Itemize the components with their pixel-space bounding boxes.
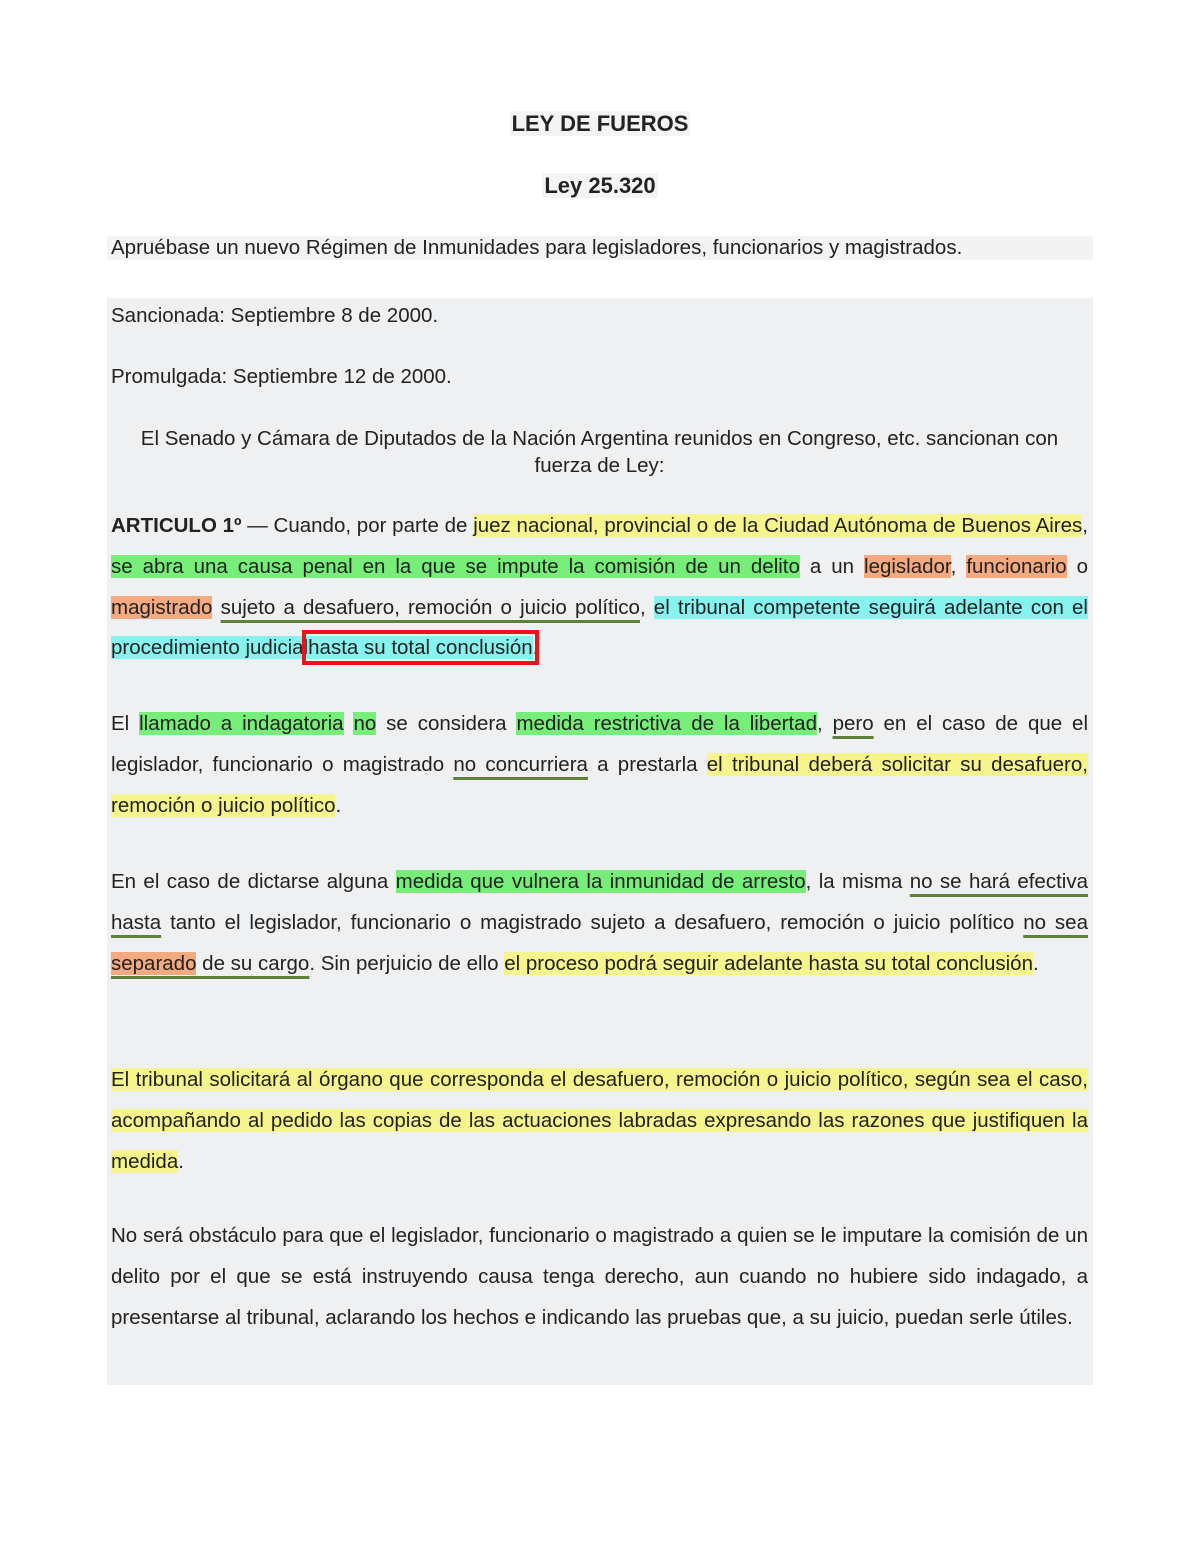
paragraph-obstaculo: No será obstáculo para que el legislador, funcionario o magistrado a quien se le imputare la comisión de un delito por el que se está instruyendo causa tenga derecho, aun cuando no hubiere sido indagado, a presentarse al tribunal, aclarando los hechos e indicando las pruebas que, a su juicio, puedan serle útiles. bbox=[111, 1224, 1088, 1329]
highlight-solicitud: El tribunal solicitará al órgano que corresponda el desafuero, remoción o juicio político, según sea el caso, acompañando al pedido las copias de las actuaciones labradas expresando las razones que justifiquen la medida bbox=[111, 1068, 1088, 1173]
highlight-llamado: llamado a indagatoria bbox=[139, 712, 344, 735]
law-number: Ley 25.320 bbox=[544, 173, 656, 198]
underline-no-concurriera: no concurriera bbox=[453, 752, 588, 776]
highlight-causa: se abra una causa penal en la que se impute la comisión de un delito bbox=[111, 554, 800, 578]
underline-de-su-cargo: de su cargo bbox=[196, 951, 310, 975]
page-title: LEY DE FUEROS bbox=[511, 111, 689, 136]
preamble: El Senado y Cámara de Diputados de la Nación Argentina reunidos en Congreso, etc. sancionan con fuerza de Ley: bbox=[140, 427, 1059, 477]
paragraph-indagatoria: El llamado a indagatoria no se considera medida restrictiva de la libertad, pero en el caso de que el legislador, funcionario o magistrado no concurriera a prestarla el tribunal deberá solicitar su desafuero, remoción o juicio político. bbox=[111, 712, 1088, 817]
highlight-proceso: el proceso podrá seguir adelante hasta su total conclusión bbox=[504, 951, 1033, 975]
underline-pero: pero bbox=[832, 712, 874, 735]
sancionada-line: Sancionada: Septiembre 8 de 2000. bbox=[111, 304, 439, 327]
highlight-funcionario: funcionario bbox=[966, 554, 1067, 578]
highlight-medida-restrictiva: medida restrictiva de la libertad bbox=[516, 712, 817, 735]
highlight-tribunal: el tribunal competente seguirá adelante con el procedimiento judicial bbox=[111, 595, 1088, 660]
underline-no-sea: no sea bbox=[1023, 910, 1088, 934]
promulgada-line: Promulgada: Septiembre 12 de 2000. bbox=[111, 365, 452, 388]
article-label: ARTICULO 1º bbox=[111, 514, 242, 537]
intro-text: Apruébase un nuevo Régimen de Inmunidades para legisladores, funcionarios y magistrados. bbox=[107, 236, 1093, 260]
paragraph-solicitud: El tribunal solicitará al órgano que corresponda el desafuero, remoción o juicio político, según sea el caso, acompañando al pedido las copias de las actuaciones labradas expresando las razones que justifiquen la medida. bbox=[111, 1068, 1088, 1173]
highlight-inmunidad-arresto: medida que vulnera la inmunidad de arresto bbox=[395, 870, 806, 893]
highlight-no: no bbox=[353, 712, 377, 735]
boxed-conclusion: hasta su total conclusión bbox=[308, 636, 533, 660]
paragraph-arresto: En el caso de dictarse alguna medida que vulnera la inmunidad de arresto, la misma no se hará efectiva hasta tanto el legislador, funcionario o magistrado sujeto a desafuero, remoción o juicio político no sea separado de su cargo. Sin perjuicio de ello el proceso podrá seguir adelante hasta su total conclusión. bbox=[111, 870, 1088, 975]
highlight-legislador: legislador bbox=[864, 554, 951, 578]
underline-sujeto: sujeto a desafuero, remoción o juicio político bbox=[220, 595, 640, 619]
highlight-separado: separado bbox=[111, 951, 197, 975]
underline-no-se-hara: no se hará efectiva hasta bbox=[111, 870, 1088, 934]
article-1: ARTICULO 1º — Cuando, por parte de juez nacional, provincial o de la Ciudad Autónoma de Buenos Aires, se abra una causa penal en la que se impute la comisión de un delito a un legislador, funcionario o magistrado sujeto a desafuero, remoción o juicio político, el tribunal competente seguirá adelante con el procedimiento judicialhasta su total conclusión. bbox=[111, 514, 1088, 660]
highlight-magistrado: magistrado bbox=[111, 595, 213, 619]
highlight-juez: juez nacional, provincial o de la Ciudad Autónoma de Buenos Aires bbox=[473, 514, 1083, 537]
highlight-tribunal-solicitar: el tribunal deberá solicitar su desafuero, remoción o juicio político bbox=[111, 752, 1088, 817]
